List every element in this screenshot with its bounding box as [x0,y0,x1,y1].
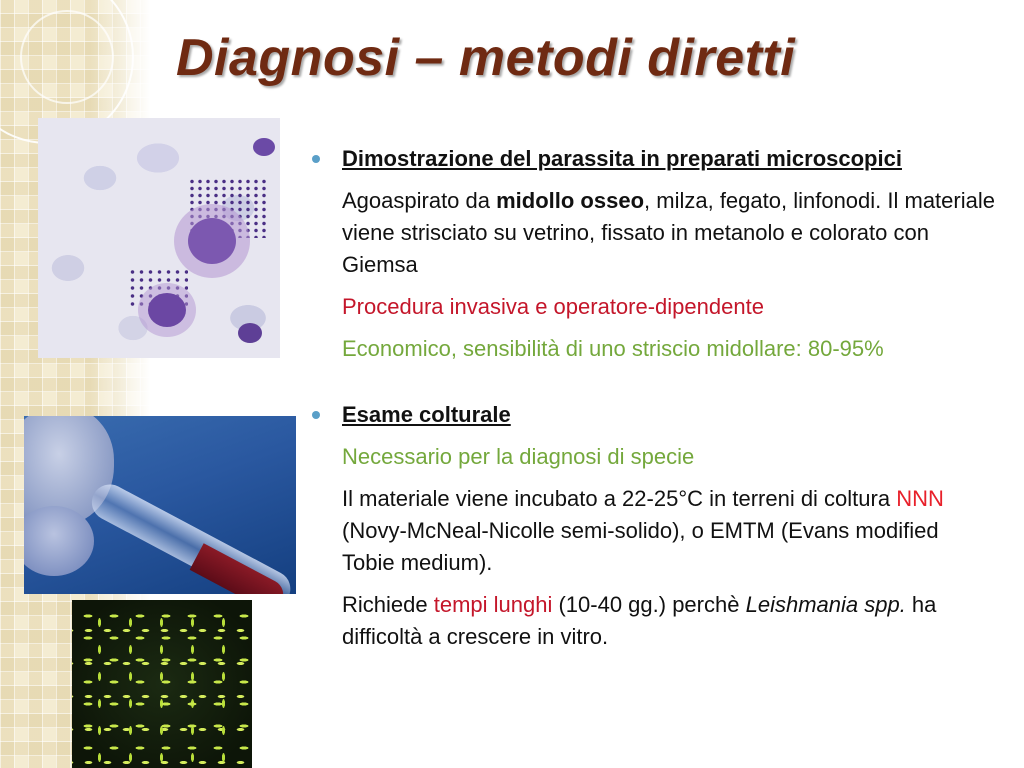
bullet-section-culture [306,399,996,431]
highlight-text: tempi lunghi [433,592,553,617]
slide-title: Diagnosi – metodi diretti [176,29,796,87]
test-tube-image [24,416,296,594]
paragraph [306,483,996,579]
italic-text: Leishmania spp. [745,592,906,617]
highlight-text: NNN [896,486,944,511]
culture-image [72,600,252,768]
text: , milza, fegato, linfonodi. Il materiale viene strisciato su vetrino, fissato in metanolo e colorato con Giemsa [342,188,995,277]
bullet-section-microscopy [306,143,996,175]
paragraph-warning: Procedura invasiva e operatore-dipendente [342,294,764,319]
paragraph-positive: Necessario per la diagnosi di specie [342,444,695,469]
text: Richiede [342,592,434,617]
section-heading: Esame colturale [342,402,511,427]
text: (Novy-McNeal-Nicolle semi-solido), o EMTM (Evans modified Tobie medium). [342,518,939,575]
cell-nucleus [253,138,275,156]
paragraph [306,589,996,653]
text: Agoaspirato da [342,188,497,213]
bold-text: midollo osseo [496,188,645,213]
bullet-icon [312,155,320,163]
text: Il materiale viene incubato a 22-25°C in terreni di coltura [342,486,897,511]
bullet-icon [312,411,320,419]
blood-sample [190,543,289,594]
cell-nucleus [148,293,186,327]
paragraph-positive: Economico, sensibilità di uno striscio midollare: 80-95% [342,336,884,361]
paragraph [306,185,996,281]
hand-shape [24,506,94,576]
section-heading: Dimostrazione del parassita in preparati microscopici [342,146,902,171]
decorative-circle [20,10,114,104]
slide-content [306,143,996,653]
text: ha difficoltà a crescere in vitro. [342,592,937,649]
text: (10-40 gg.) perchè [552,592,746,617]
test-tube [86,478,296,594]
cell-nucleus [238,323,262,343]
promastigotes [72,600,252,768]
cell-nucleus [188,218,236,264]
microscopy-image [38,118,280,358]
